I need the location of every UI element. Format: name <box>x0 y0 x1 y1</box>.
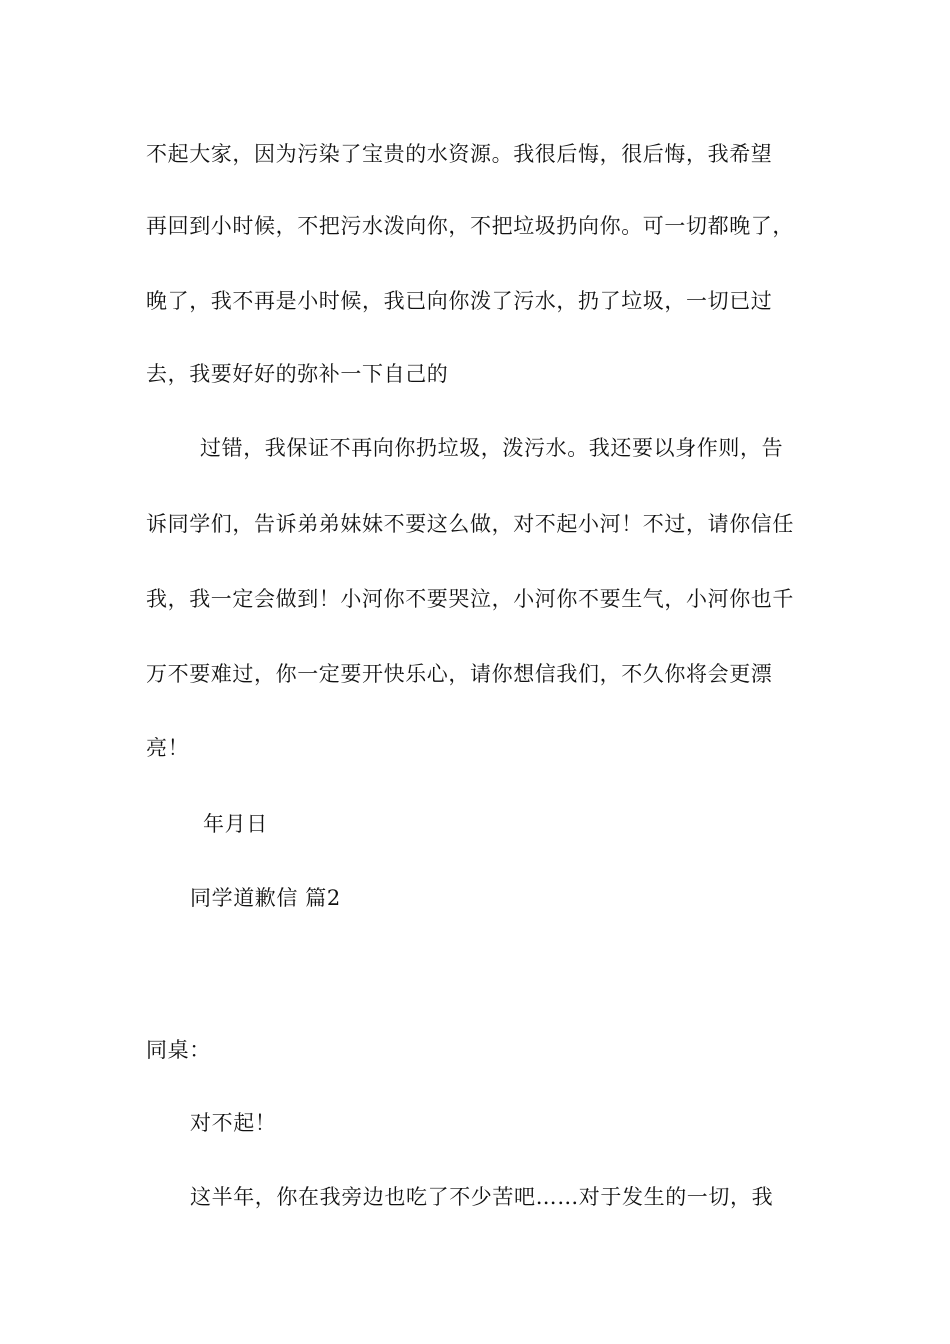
body-text-line: 万不要难过，你一定要开快乐心，请你想信我们，不久你将会更漂 <box>146 662 773 686</box>
body-text-line: 再回到小时候，不把污水泼向你，不把垃圾扔向你。可一切都晚了， <box>146 214 794 238</box>
body-text-line: 对不起！ <box>190 1111 277 1135</box>
body-text-line: 晚了，我不再是小时候，我已向你泼了污水，扔了垃圾，一切已过 <box>146 289 773 313</box>
body-text-line: 去，我要好好的弥补一下自己的 <box>146 362 449 386</box>
body-text-line: 诉同学们，告诉弟弟妹妹不要这么做，对不起小河！不过，请你信任 <box>146 512 794 536</box>
body-text-line: 过错，我保证不再向你扔垃圾，泼污水。我还要以身作则，告 <box>200 436 784 460</box>
body-text-line: 亮！ <box>146 736 190 760</box>
date-line: 年月日 <box>203 812 268 836</box>
body-text-line: 不起大家，因为污染了宝贵的水资源。我很后悔，很后悔，我希望 <box>146 142 773 166</box>
salutation: 同桌： <box>146 1038 211 1062</box>
section-heading: 同学道歉信 篇2 <box>190 886 341 910</box>
body-text-line: 我，我一定会做到！小河你不要哭泣，小河你不要生气，小河你也千 <box>146 587 794 611</box>
body-text-line: 这半年，你在我旁边也吃了不少苦吧……对于发生的一切，我 <box>190 1185 774 1209</box>
